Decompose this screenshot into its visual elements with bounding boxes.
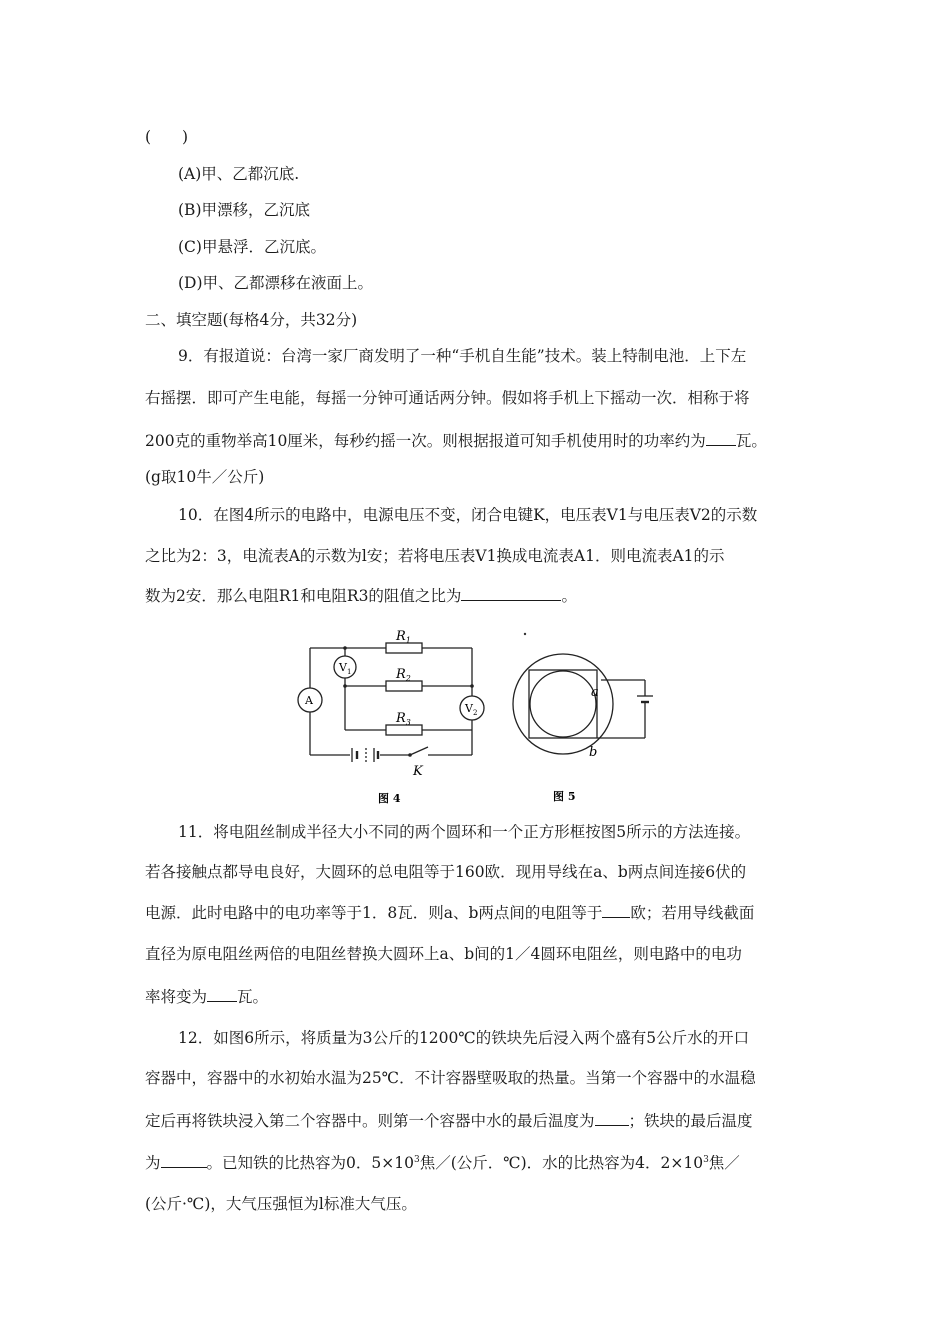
- q8-option-a: (A)甲、乙都沉底.: [178, 165, 300, 183]
- q12-line-1: 12．如图6所示，将质量为3公斤的1200℃的铁块先后浸入两个盛有5公斤水的开口: [178, 1029, 750, 1047]
- q12-line-3-text: 定后再将铁块浸入第二个容器中。则第一个容器中水的最后温度为: [145, 1112, 595, 1130]
- q8-option-b: (B)甲漂移，乙沉底: [178, 201, 310, 219]
- q12-line-4-text: 。已知铁的比热容为0．5×10: [206, 1154, 414, 1172]
- q12-line-4-text-2: 焦／(公斤．℃)．水的比热容为4．2×10: [419, 1154, 704, 1172]
- q11-line-1: 11．将电阻丝制成半径大小不同的两个圆环和一个正方形框按图5所示的方法连接。: [178, 823, 751, 841]
- v2-label: $V_2$: [465, 702, 478, 717]
- q9-line-1: 9．有报道说：台湾一家厂商发明了一种“手机自生能”技术。装上特制电池．上下左: [178, 347, 747, 365]
- figure-4-svg: [290, 630, 500, 810]
- q9-line-3-text: 200克的重物举高10厘米，每秒约摇一次。则根据报道可知手机使用时的功率约为: [145, 432, 706, 450]
- q12-line-3-end: ；铁块的最后温度: [628, 1112, 753, 1130]
- r1-label: $R_1$: [396, 630, 411, 645]
- r2-label: $R_2$: [396, 667, 411, 683]
- q10-line-2: 之比为2：3，电流表A的示数为l安；若将电压表V1换成电流表A1．则电流表A1的示: [145, 547, 725, 565]
- figure-5-svg: [505, 630, 670, 810]
- q9-answer-blank[interactable]: [706, 430, 736, 446]
- q11-line-5: [145, 986, 268, 1007]
- q10-line-3: [145, 585, 577, 606]
- q12-line-4-end: 焦／: [708, 1154, 740, 1172]
- q12-exponent-2: 3: [703, 1155, 709, 1165]
- q11-line-4: 直径为原电阻丝两倍的电阻丝替换大圆环上a、b间的1／4圆环电阻丝，则电路中的电功: [145, 945, 742, 963]
- figure-4-caption: 图 4: [378, 792, 401, 805]
- q11-line-5-unit: 瓦。: [237, 988, 269, 1006]
- q11-line-5-text: 率将变为: [145, 988, 208, 1006]
- q12-line-5: (公斤·℃)，大气压强恒为l标准大气压。: [145, 1195, 417, 1213]
- q8-option-c: (C)甲悬浮．乙沉底。: [178, 238, 326, 256]
- q11-line-3-end: 欧；若用导线截面: [630, 904, 755, 922]
- q12-answer-blank-1[interactable]: [595, 1110, 629, 1126]
- q9-line-3: [145, 430, 767, 451]
- section-heading: 二、填空题(每格4分，共32分): [145, 311, 358, 329]
- q10-line-3-end: 。: [561, 587, 577, 605]
- figure-5-rings: [505, 630, 670, 810]
- q10-answer-blank[interactable]: [461, 585, 561, 601]
- q10-line-1: 10．在图4所示的电路中，电源电压不变，闭合电键K，电压表V1与电压表V2的示数: [178, 506, 758, 524]
- q12-line-4-start: 为: [145, 1154, 161, 1172]
- figure-4-circuit: [290, 630, 500, 810]
- v1-label: $V_1$: [339, 661, 352, 676]
- q11-answer-blank-1[interactable]: [602, 902, 630, 918]
- r3-label: $R_3$: [396, 711, 411, 727]
- point-a-label: a: [591, 685, 599, 700]
- q11-line-2: 若各接触点都导电良好，大圆环的总电阻等于160欧．现用导线在a、b两点间连接6伏的: [145, 863, 747, 881]
- q12-exponent-1: 3: [413, 1155, 420, 1165]
- q11-line-3-text: 电源．此时电路中的电功率等于1．8瓦．则a、b两点间的电阻等于: [145, 904, 603, 922]
- ammeter-label: A: [305, 694, 313, 707]
- figure-5-caption: 图 5: [553, 790, 576, 803]
- q12-answer-blank-2[interactable]: [161, 1152, 207, 1168]
- q10-line-3-text: 数为2安．那么电阻R1和电阻R3的阻值之比为: [145, 587, 462, 605]
- q11-answer-blank-2[interactable]: [207, 986, 237, 1002]
- q12-line-2: 容器中，容器中的水初始水温为25℃．不计容器壁吸取的热量。当第一个容器中的水温稳: [145, 1069, 756, 1087]
- q9-line-2: 右摇摆．即可产生电能，每摇一分钟可通话两分钟。假如将手机上下摇动一次．相称于将: [145, 389, 750, 407]
- q8-answer-paren: ( ): [145, 128, 189, 146]
- q12-line-3: [145, 1110, 753, 1131]
- q11-line-3: [145, 902, 754, 923]
- q12-line-4: [145, 1152, 740, 1173]
- q9-line-4: (g取10牛／公斤): [145, 468, 265, 486]
- switch-label: K: [413, 764, 423, 779]
- q8-option-d: (D)甲、乙都漂移在液面上。: [178, 274, 374, 292]
- q9-line-3-unit: 瓦。: [735, 432, 767, 450]
- point-b-label: b: [589, 745, 598, 760]
